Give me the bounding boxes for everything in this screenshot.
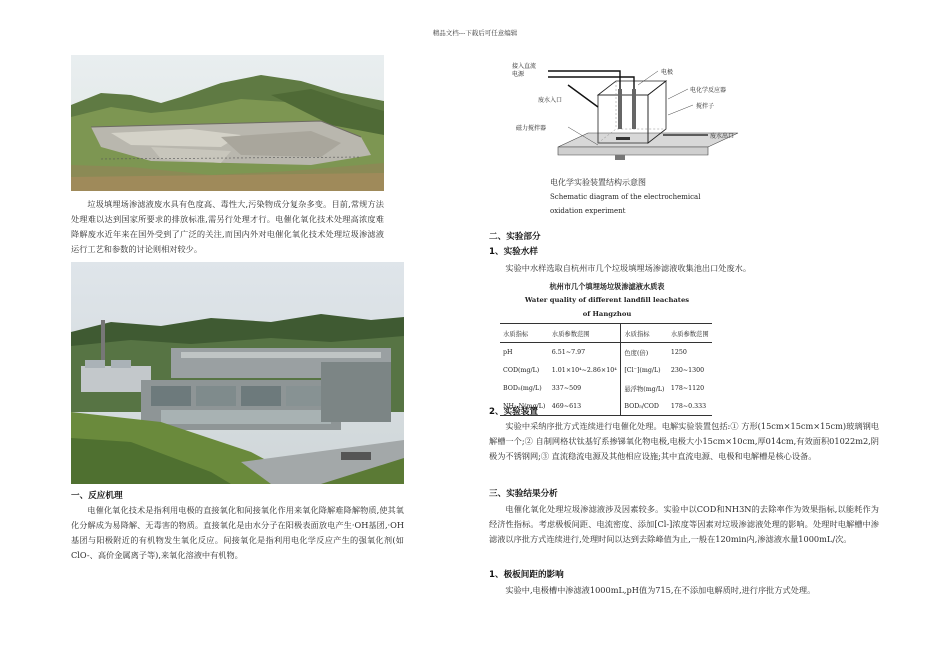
treatment-plant-photo — [71, 262, 404, 484]
table-cell: 1.01×10⁴~2.86×10⁴ — [549, 361, 621, 379]
table-cell: 悬浮物(mg/L) — [624, 385, 665, 393]
mechanism-paragraph: 电催化氧化技术是指利用电极的直接氧化和间接氧化作用来氧化降解难降解物质,使其氧化分解成为易降解、无毒害的物质。直接氧化是由水分子在阳极表面放电产生·OH基团,·OH基团与阳极附近的有机物发生氧化反应。间接氧化是指利用电化学反应产生的强氧化剂(如ClO-、高价金属离子等),来氧化溶液中有机物。 — [71, 505, 404, 560]
table-cell: 色度(倍) — [624, 349, 649, 357]
table-cell: BOD₅/COD — [621, 397, 668, 416]
table-cell: NH₃-N(mg/L) — [500, 397, 549, 416]
table-header-cell: 水质指标 — [500, 324, 549, 343]
diagram-caption-en-2: oxidation experiment — [550, 207, 626, 215]
table-row — [500, 343, 712, 362]
subsection-2-title: 2、实验装置 — [489, 407, 538, 417]
label-electrode: 电极 — [661, 69, 674, 76]
label-magnetic-stirrer: 磁力搅拌器 — [516, 125, 547, 132]
table-cell: 178~0.333 — [668, 397, 712, 416]
table-row — [500, 379, 712, 397]
sample-paragraph: 实验中水样选取自杭州市几个垃圾填埋场渗滤液收集池出口处废水。 — [505, 263, 752, 273]
table-cell: COD(mg/L) — [503, 366, 540, 374]
subsection-1-title: 1、实验水样 — [489, 247, 538, 257]
table-cell: 6.51~7.97 — [549, 343, 621, 362]
apparatus-diagram — [498, 55, 768, 225]
landfill-photo — [71, 55, 384, 191]
label-inlet: 废水入口 — [538, 97, 563, 104]
table-cell: 1250 — [670, 348, 687, 356]
subsection-3-title: 1、极板间距的影响 — [489, 570, 564, 580]
table-cell: 230~1300 — [670, 366, 705, 374]
label-reactor: 电化学反应器 — [690, 87, 727, 94]
treatment-plant-illustration — [71, 262, 404, 484]
table-header-cell: 水质参数范围 — [668, 324, 712, 343]
table-cell: [Cl⁻](mg/L) — [624, 366, 661, 374]
diagram-caption-cn: 电化学实验装置结构示意图 — [550, 178, 646, 187]
label-dc-power: 接入直流 电源 — [512, 63, 537, 78]
table-row — [500, 361, 712, 379]
table-cell: 337~509 — [549, 379, 621, 397]
table-header-cell: 水质参数范围 — [549, 324, 621, 343]
table-header-row — [500, 324, 712, 343]
section-2-title: 二、实验部分 — [489, 232, 541, 242]
section-3-title: 三、实验结果分析 — [489, 489, 558, 499]
table-cell: BOD₅(mg/L) — [503, 384, 542, 392]
diagram-caption-en-1: Schematic diagram of the electrochemical — [550, 193, 701, 201]
table-title-en-1: Water quality of different landfill leachates — [524, 296, 690, 304]
table-cell: 178~1120 — [670, 384, 705, 392]
table-header-cell: 水质指标 — [621, 324, 668, 343]
spacing-paragraph: 实验中,电极槽中渗滤液1000mL,pH值为715,在不添加电解质时,进行序批方式处理。 — [505, 585, 816, 595]
landfill-illustration — [71, 55, 384, 191]
results-paragraph: 电催化氧化处理垃圾渗滤液涉及因素较多。实验中以COD和NH3N的去除率作为效果指标,以能耗作为经济性指标。考虑极板间距、电流密度、添加[Cl-]浓度等因素对垃圾渗滤液处理的影响。处理时电解槽中渗滤液以序批方式连续进行,处理时间以达到去除峰值为止,一般在120min内,渗滤液水量1000mL/次。 — [489, 504, 879, 544]
table-cell: pH — [503, 348, 513, 356]
intro-paragraph: 垃圾填埋场渗滤液废水具有色度高、毒性大,污染物成分复杂多变。目前,常规方法处理难以达到国家所要求的排放标准,需另行处理才行。电催化氧化技术处理高浓度难降解废水近年来在国外受到了广泛的关注,而国内外对电催化氧化技术处理垃圾渗滤液运行工艺和参数的讨论则相对较少。 — [71, 199, 384, 254]
table-cell: 469~613 — [549, 397, 621, 416]
apparatus-paragraph: 实验中采纳序批方式连续进行电催化处理。电解实验装置包括:① 方形(15cm×15cm×15cm)玻璃钢电解槽一个;② 自制网格状钛基钌系掺锑氧化物电极,电极大小15cm×10cm,厚014cm,有效面积01022m2,阴极为不锈钢网;③ 直流稳流电源及其他相应设施;其中直流电源、电极和电解槽是核心设备。 — [489, 421, 879, 461]
label-outlet: 废水出口 — [710, 133, 735, 140]
water-quality-table — [500, 323, 712, 416]
label-stirrer: 搅拌子 — [696, 103, 715, 110]
page-header: 精品文档---下载后可任意编辑 — [432, 29, 518, 37]
table-title-cn: 杭州市几个填埋场垃圾渗滤液水质表 — [549, 282, 665, 291]
section-1-title: 一、反应机理 — [71, 491, 123, 501]
table-title-en-2: of Hangzhou — [582, 310, 632, 318]
